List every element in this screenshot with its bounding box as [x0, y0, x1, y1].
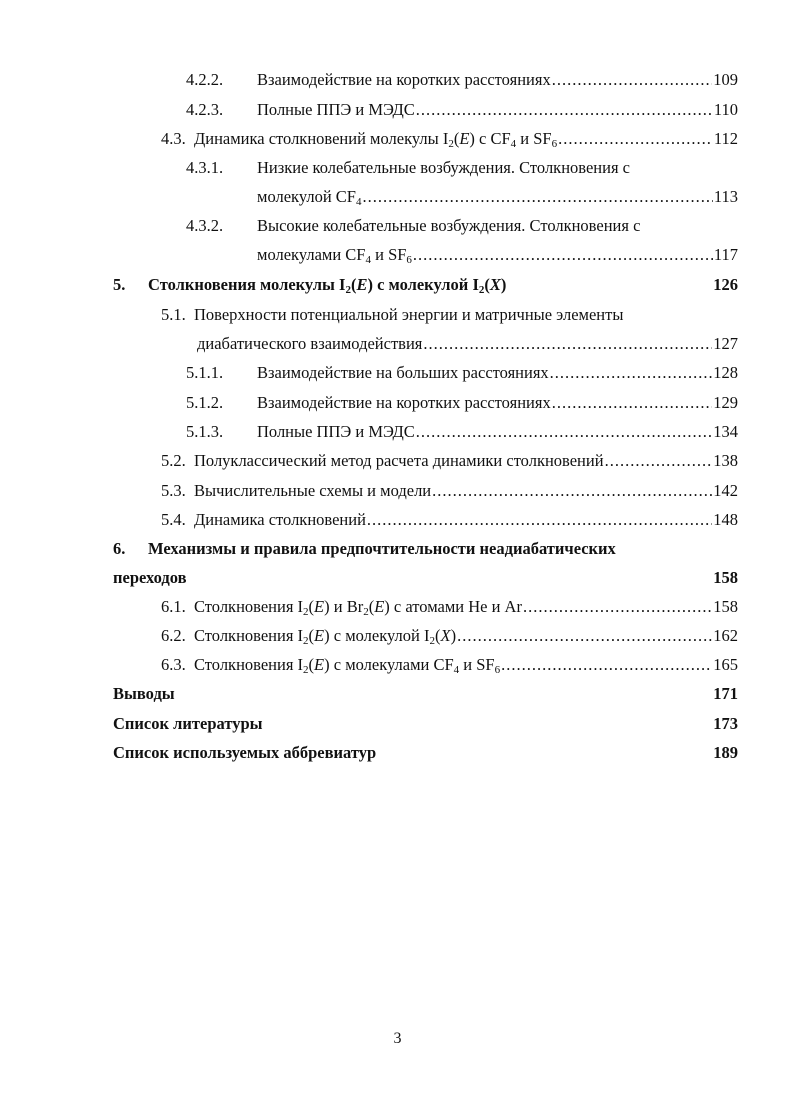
title-part: ) с молекулами CF — [324, 655, 454, 674]
toc-page: 112 — [713, 129, 738, 148]
title-part: Поверхности потенциальной энергии и матричные элементы — [194, 305, 624, 324]
italic-symbol: E — [459, 129, 470, 148]
toc-num-4-3-1: 4.3.1. — [186, 158, 224, 177]
title-part: ) и Br — [324, 597, 364, 616]
toc-num-4-2-3: 4.2.3. — [186, 100, 224, 119]
toc-page: 129 — [713, 393, 738, 412]
toc-entry-5-1[interactable] — [197, 334, 738, 354]
toc-num: 6.2. — [161, 626, 186, 645]
toc-page: 117 — [713, 245, 738, 264]
toc-num: 6.3. — [161, 655, 186, 674]
subscript: 2 — [345, 284, 351, 296]
title-part: ) с CF — [469, 129, 511, 148]
italic-symbol: X — [440, 626, 451, 645]
toc-title — [161, 451, 604, 471]
toc-title — [161, 655, 500, 675]
toc-title-ch6-line2[interactable]: переходов — [113, 568, 187, 587]
toc-num: 4.3. — [161, 129, 186, 148]
page-number: 3 — [393, 1030, 402, 1047]
dot-leader — [457, 626, 712, 646]
toc-title — [161, 129, 557, 149]
toc-entry-5-2[interactable] — [161, 451, 738, 471]
toc-title-ch6-line1[interactable]: Механизмы и правила предпочтительности неадиабатических — [148, 539, 616, 558]
dot-leader — [416, 100, 713, 120]
italic-symbol: E — [356, 275, 368, 294]
title-part: молекулой CF — [257, 187, 356, 206]
dot-leader — [523, 597, 712, 617]
toc-title — [257, 187, 361, 207]
title-part: и SF — [459, 655, 495, 674]
toc-page: 113 — [713, 187, 738, 206]
title-part: ( — [308, 655, 315, 674]
toc-entry-5-1-1[interactable] — [257, 363, 738, 383]
toc-page: 127 — [713, 334, 738, 353]
toc-title — [161, 626, 456, 646]
toc-title — [161, 481, 431, 501]
subscript: 2 — [363, 606, 369, 617]
title-part: молекулами CF — [257, 245, 366, 264]
toc-num: 5.2. — [161, 451, 186, 470]
toc-entry-4-3-1[interactable] — [257, 187, 738, 207]
italic-symbol: E — [314, 597, 325, 616]
subscript: 2 — [303, 664, 309, 675]
title-part: Полуклассический метод расчета динамики столкновений — [194, 451, 604, 470]
title-part: ( — [350, 275, 357, 294]
dot-leader — [432, 481, 712, 501]
subscript: 2 — [303, 606, 309, 617]
toc-entry-4-2-2[interactable] — [257, 70, 738, 90]
toc-title: Взаимодействие на больших расстояниях — [257, 363, 549, 382]
title-part: ) с атомами He и Ar — [384, 597, 522, 616]
toc-title — [257, 245, 412, 265]
toc-num-ch5: 5. — [113, 275, 126, 294]
title-part: ) — [500, 275, 507, 294]
title-part: Столкновения I — [194, 597, 304, 616]
toc-page: 110 — [713, 100, 738, 119]
dot-leader — [413, 245, 713, 265]
toc-num: 5.1. — [161, 305, 186, 324]
toc-num: 5.3. — [161, 481, 186, 500]
title-part: ( — [484, 275, 490, 294]
toc-title: Полные ППЭ и МЭДС — [257, 100, 415, 119]
toc-title-4-3-1-line1[interactable]: Низкие колебательные возбуждения. Столкновения с — [257, 158, 630, 177]
title-part: Вычислительные схемы и модели — [194, 481, 432, 500]
toc-entry-4-3[interactable] — [161, 129, 738, 149]
toc-num: 5.4. — [161, 510, 186, 529]
toc-title-references[interactable]: Список литературы — [113, 714, 263, 733]
toc-page: 158 — [713, 597, 738, 616]
title-part: ( — [308, 597, 315, 616]
dot-leader — [550, 363, 713, 383]
toc-title: диабатического взаимодействия — [197, 334, 423, 353]
dot-leader — [552, 70, 713, 90]
toc-page-ch5: 126 — [713, 275, 738, 294]
toc-title — [161, 597, 522, 617]
dot-leader — [367, 510, 712, 530]
title-part: Столкновения I — [194, 626, 304, 645]
subscript: 6 — [494, 664, 501, 675]
toc-page: 148 — [713, 510, 738, 529]
dot-leader — [552, 393, 713, 413]
subscript: 4 — [365, 254, 371, 265]
title-part: ) — [450, 626, 457, 645]
toc-title: Взаимодействие на коротких расстояниях — [257, 393, 551, 412]
title-part: Динамика столкновений молекулы I — [194, 129, 449, 148]
toc-entry-5-1-2[interactable] — [257, 393, 738, 413]
toc-entry-5-4[interactable] — [161, 510, 738, 530]
subscript: 2 — [478, 284, 485, 296]
toc-page: 165 — [713, 655, 738, 674]
title-part: ( — [434, 626, 441, 645]
toc-num: 6.1. — [161, 597, 186, 616]
toc-page: 134 — [713, 422, 738, 441]
italic-symbol: E — [314, 626, 325, 645]
subscript: 2 — [429, 635, 435, 646]
title-part: ( — [368, 597, 375, 616]
toc-page: 162 — [713, 626, 738, 645]
toc-entry-5-3[interactable] — [161, 481, 738, 501]
toc-num-5-1-3: 5.1.3. — [186, 422, 224, 441]
title-part: ( — [308, 626, 315, 645]
subscript: 6 — [406, 254, 412, 265]
title-part: Столкновения I — [194, 655, 304, 674]
toc-title-5-1-line1[interactable] — [161, 305, 623, 325]
toc-num-4-3-2: 4.3.2. — [186, 216, 224, 235]
dot-leader — [605, 451, 713, 471]
toc-title-4-3-2-line1[interactable]: Высокие колебательные возбуждения. Столкновения с — [257, 216, 641, 235]
title-part: Динамика столкновений — [194, 510, 366, 529]
toc-entry-4-2-3[interactable] — [257, 100, 738, 120]
toc-num-5-1-2: 5.1.2. — [186, 393, 224, 412]
toc-page-conclusions: 171 — [713, 684, 738, 703]
title-part: ( — [453, 129, 460, 148]
title-part: и SF — [516, 129, 552, 148]
title-part: и SF — [370, 245, 407, 264]
subscript: 2 — [448, 138, 454, 149]
subscript: 4 — [510, 138, 517, 149]
toc-page: 128 — [713, 363, 738, 382]
toc-entry-5-1-3[interactable] — [257, 422, 738, 442]
toc-title — [161, 510, 366, 530]
toc-num-ch6: 6. — [113, 539, 126, 558]
toc-page: 138 — [713, 451, 738, 470]
toc-num-5-1-1: 5.1.1. — [186, 363, 224, 382]
subscript: 4 — [355, 196, 362, 207]
title-part: ) с молекулой I — [324, 626, 430, 645]
italic-symbol: E — [314, 655, 325, 674]
toc-title: Полные ППЭ и МЭДС — [257, 422, 415, 441]
toc-page-abbreviations: 189 — [713, 743, 738, 762]
dot-leader — [362, 187, 712, 207]
dot-leader — [558, 129, 713, 149]
toc-entry-4-3-2[interactable] — [257, 245, 738, 265]
dot-leader — [501, 655, 712, 675]
toc-title-abbreviations[interactable]: Список используемых аббревиатур — [113, 743, 377, 762]
toc-page-ch6: 158 — [713, 568, 738, 587]
toc-title-ch5[interactable] — [148, 275, 506, 295]
toc-title-conclusions[interactable]: Выводы — [113, 684, 175, 703]
dot-leader — [416, 422, 712, 442]
toc-entry-6-2[interactable] — [161, 626, 738, 646]
subscript: 4 — [453, 664, 460, 675]
title-part: Столкновения молекулы I — [148, 275, 346, 294]
toc-title: Взаимодействие на коротких расстояниях — [257, 70, 551, 89]
subscript: 6 — [551, 138, 558, 149]
toc-num-4-2-2: 4.2.2. — [186, 70, 224, 89]
toc-page: 142 — [713, 481, 738, 500]
dot-leader — [423, 334, 712, 354]
toc-entry-6-1[interactable] — [161, 597, 738, 617]
subscript: 2 — [303, 635, 309, 646]
toc-entry-6-3[interactable] — [161, 655, 738, 675]
italic-symbol: E — [374, 597, 385, 616]
toc-page-references: 173 — [713, 714, 738, 733]
title-part: ) с молекулой I — [367, 275, 479, 294]
italic-symbol: X — [489, 275, 501, 294]
toc-page: 109 — [713, 70, 738, 89]
